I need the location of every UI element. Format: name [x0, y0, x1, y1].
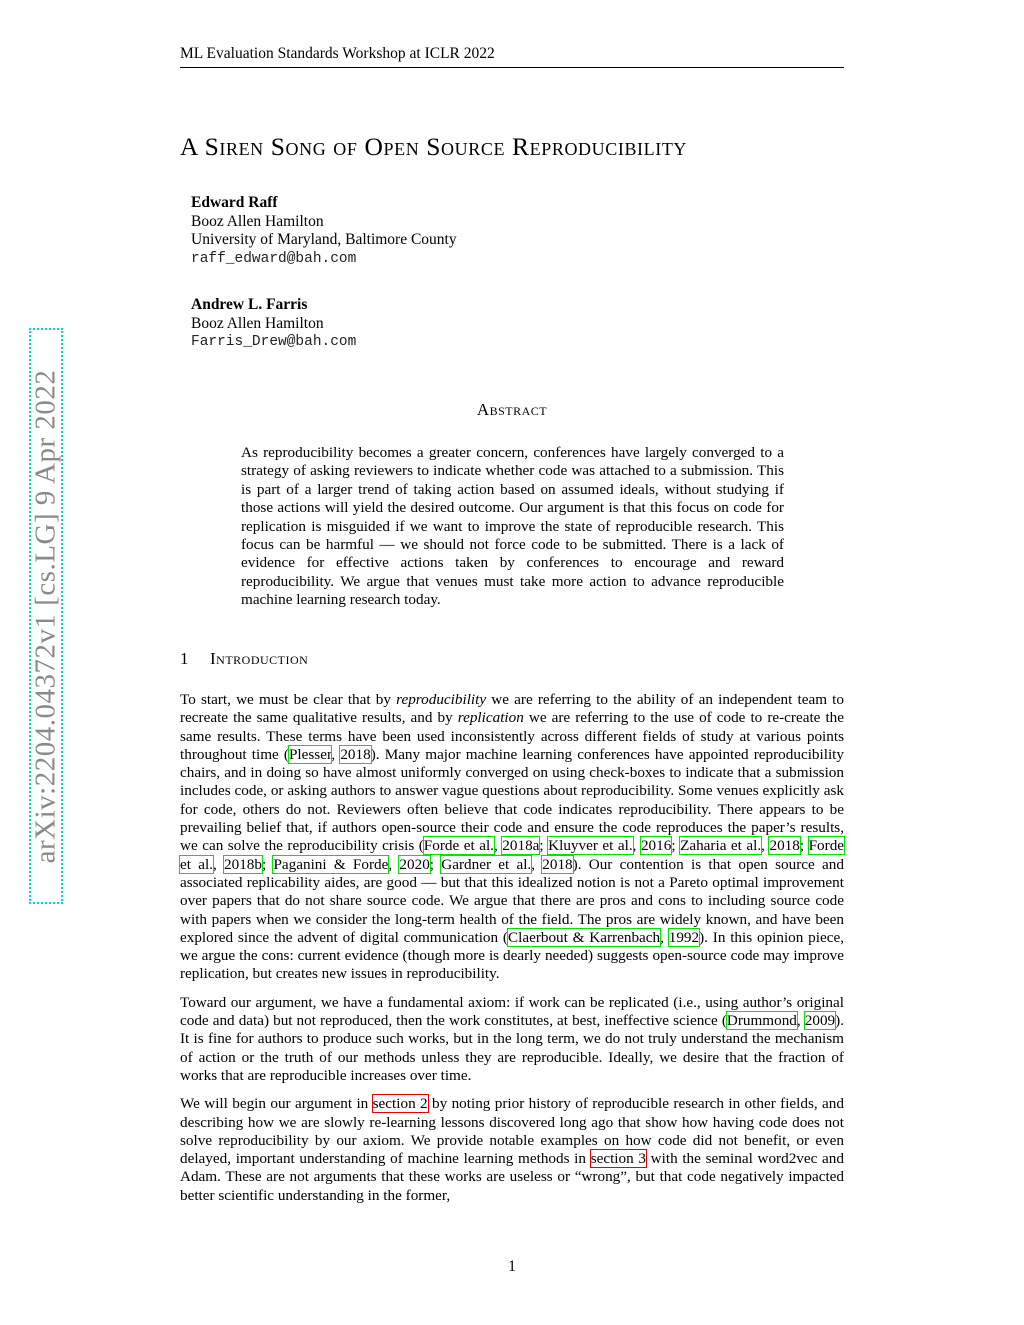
running-head: ML Evaluation Standards Workshop at ICLR 2022 — [180, 45, 844, 68]
author-email: Farris_Drew@bah.com — [191, 334, 357, 350]
citation-link[interactable]: 2018 — [542, 855, 573, 873]
citation-link[interactable]: Drummond — [726, 1012, 797, 1030]
citation-link[interactable]: 1992 — [668, 928, 700, 946]
citation-link[interactable]: 2016 — [640, 837, 672, 855]
citation-link[interactable]: 2018a — [502, 837, 540, 855]
author-affiliation: Booz Allen Hamilton — [191, 212, 324, 230]
term-replication: replication — [457, 709, 524, 727]
citation-link[interactable]: 2020 — [399, 855, 430, 873]
citation-link[interactable]: Claerbout & Karrenbach — [507, 928, 661, 946]
paper-title: A Siren Song of Open Source Reproducibility — [180, 132, 688, 161]
author-affiliation: University of Maryland, Baltimore County — [191, 231, 457, 248]
paragraph-2: Toward our argument, we have a fundamental axiom: if work can be replicated (i.e., using author’s original code and data) but not reproduced, then the work constitutes, at best, ineffective science (Drummond, 2009). It is fine for authors to produce such works, but in the long term, we do not truly understand the mechanism of action or the truth of our methods unless they are reproducible. Ideally, we desire that the fraction of works that are reproducible increases over time. — [180, 993, 844, 1084]
citation-link[interactable]: 2018b — [224, 855, 262, 873]
paragraph-1: To start, we must be clear that by reproducibility we are referring to the ability of an independent team to recreate the same qualitative results, and by replication we are referring to the use of code to re-create the same results. These terms have been used inconsistently across different fields of study at various points throughout time (Plesser, 2018). Many major machine learning conferences have appointed reproducibility chairs, and in doing so have almost uniformly converged on using check-boxes to indicate that a submission includes code, or asking authors to answer vague questions about reproducibility. Some venues explicitly ask for code, others do not. Reviewers often believe that code indicates reproducibility. There appears to be prevailing belief that, if authors open-source their code and ensure the code reproduces the paper’s results, we can solve the reproducibility crisis (Forde et al., 2018a; Kluyver et al., 2016; Zaharia et al., 2018; Forde et al., 2018b; Paganini & Forde, 2020; Gardner et al., 2018). Our contention is that open source and associated replicability aides, are good — but that this idealized notion is not a Pareto optimal improvement over papers that do not share source code. We argue that there are pros and cons to including source code with papers when we consider the long-term health of the field. The pros are widely known, and have been explored since the advent of digital communication (Claerbout & Karrenbach, 1992). In this opinion piece, we argue the cons: current evidence (though more is dearly needed) suggests open-source code may improve replication, but creates new issues in reproducibility. — [180, 691, 845, 983]
citation-link[interactable]: Gardner et al. — [441, 855, 532, 873]
section-title: Introduction — [210, 649, 309, 668]
citation-link[interactable]: 2018 — [340, 745, 371, 763]
section-heading-introduction — [180, 649, 308, 669]
citation-link[interactable]: Forde et al. — [423, 837, 494, 855]
citation-link[interactable]: Zaharia et al. — [680, 837, 762, 855]
term-reproducibility: reproducibility — [396, 691, 487, 708]
abstract-heading: Abstract — [476, 400, 548, 419]
author-block-2 — [191, 296, 356, 352]
citation-link[interactable]: Plesser — [288, 745, 332, 763]
page-number: 1 — [508, 1258, 516, 1275]
citation-link[interactable]: Forde et al. — [180, 837, 845, 873]
introduction-body — [180, 691, 844, 1215]
section-number: 1 — [180, 649, 189, 668]
section-ref-link[interactable]: section 3 — [590, 1150, 646, 1168]
arxiv-stamp — [29, 328, 63, 904]
citation-link[interactable]: 2018 — [769, 837, 800, 855]
author-name: Edward Raff — [191, 194, 278, 211]
abstract-text: As reproducibility becomes a greater concern, conferences have largely converged to a strategy of asking reviewers to indicate whether code was attached to a submission. This is part of a larger trend of taking action based on assumed ideals, without studying if those actions will yield the desired outcome. Our argument is that this focus on code for replication is misguided if we want to improve the state of reproducible research. This focus can be harmful — we should not force code to be submitted. There is a lack of evidence for effective actions taken by conferences to encourage and reward reproducibility. We argue that venues must take more action to advance reproducible machine learning research today. — [241, 444, 784, 609]
paragraph-3: We will begin our argument in section 2 by noting prior history of reproducible research in other fields, and describing how we are slowly re-learning lessons discovered long ago that show how having code does not solve reproducibility by our axiom. We provide notable examples on how code did not benefit, or even delayed, important understanding of machine learning methods in section 3 with the seminal word2vec and Adam. These are not arguments that these works are useless or “wrong”, but that code negatively impacted better scientific understanding in the former, — [180, 1095, 844, 1204]
author-block-1 — [191, 194, 457, 268]
arxiv-stamp-text: arXiv:2204.04372v1 [cs.LG] 9 Apr 2022 — [29, 369, 62, 863]
author-email: raff_edward@bah.com — [191, 250, 357, 267]
author-affiliation: Booz Allen Hamilton — [191, 314, 324, 332]
author-name: Andrew L. Farris — [191, 296, 308, 313]
citation-link[interactable]: Paganini & Forde — [273, 855, 389, 873]
citation-link[interactable]: Kluyver et al. — [548, 837, 633, 855]
section-ref-link[interactable]: section 2 — [372, 1095, 428, 1113]
citation-link[interactable]: 2009 — [804, 1012, 836, 1030]
